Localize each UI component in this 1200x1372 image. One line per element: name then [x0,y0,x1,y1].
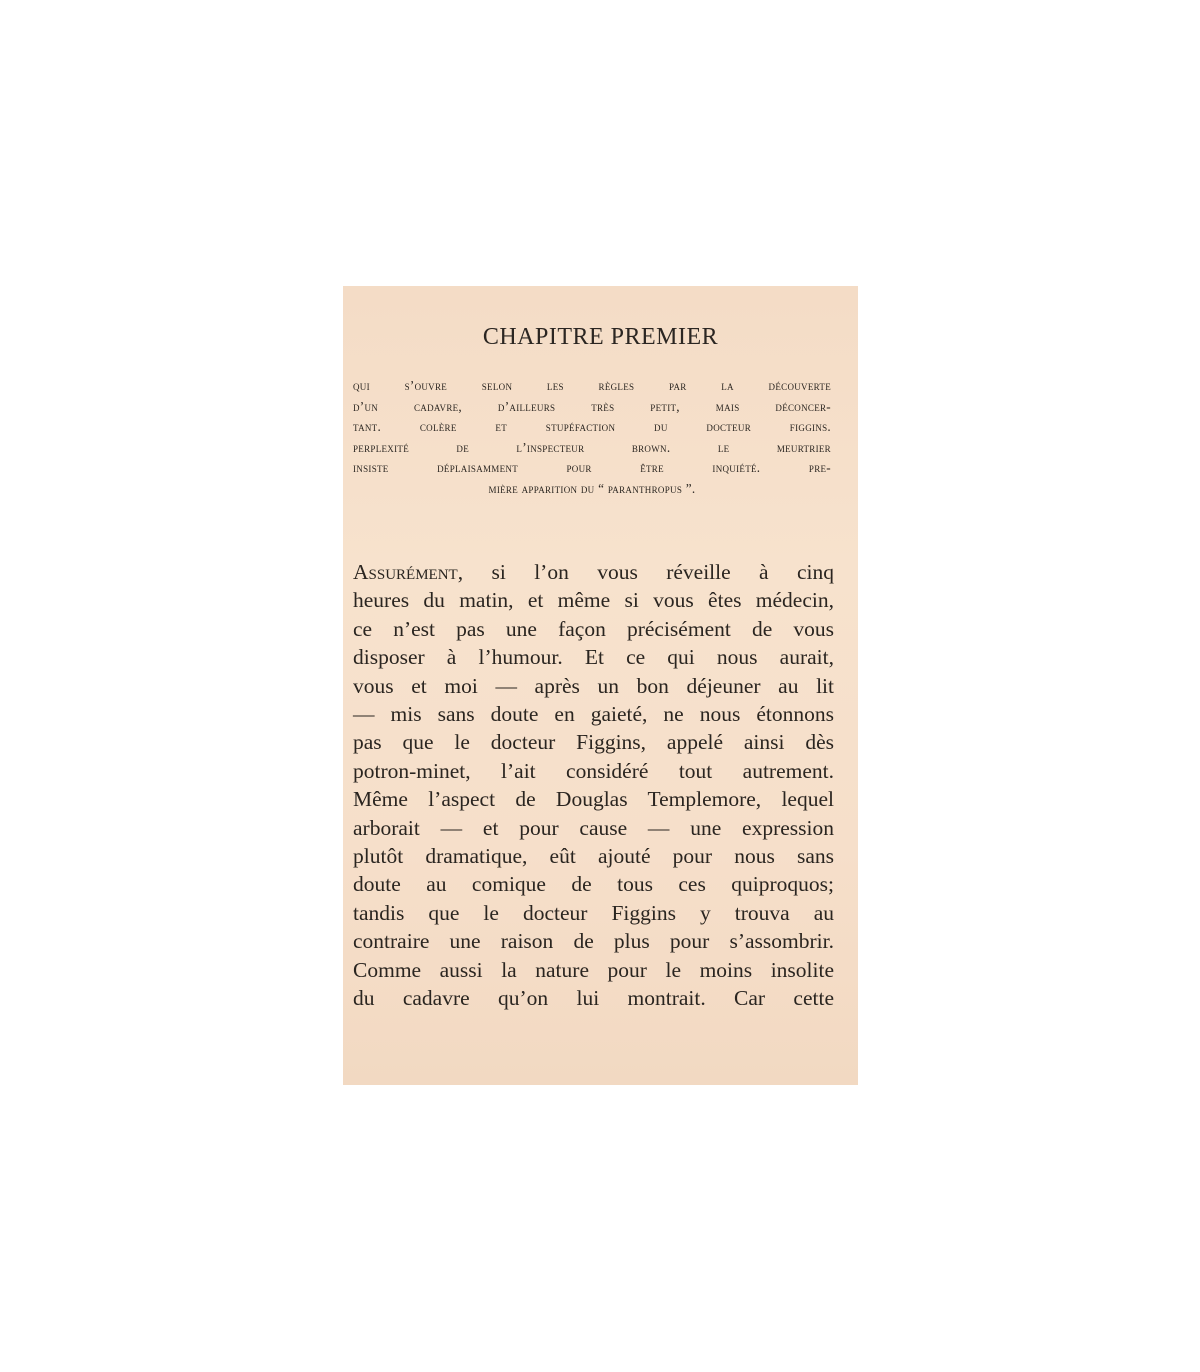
chapter-title: CHAPITRE PREMIER [482,324,719,350]
body-line: Comme aussi la nature pour le moins insolite [353,957,834,982]
body-line: disposer à l’humour. Et ce qui nous aurait, [353,645,834,670]
summary-line: insiste déplaisamment pour être inquiété. pre- [353,460,831,475]
summary-line: perplexité de l’inspecteur brown. le meurtrier [353,439,831,455]
body-line: tandis que le docteur Figgins y trouva au [353,900,834,925]
body-line: heures du matin, et même si vous êtes médecin, [353,588,834,613]
chapter-summary [353,376,831,499]
summary-line: mière apparition du “ paranthropus ”. [488,480,696,496]
body-line: contraire une raison de plus pour s’assombrir. [353,929,834,954]
body-paragraph [353,558,834,1013]
first-line-rest: , si l’on vous réveille à cinq [457,560,834,584]
body-line: vous et moi — après un bon déjeuner au lit [353,673,834,698]
body-line-first [353,558,834,586]
summary-line: d’un cadavre, d’ailleurs très petit, mais déconcer- [353,398,831,414]
body-line: pas que le docteur Figgins, appelé ainsi dès [353,730,834,755]
drop-word: Assurément [353,560,458,584]
summary-line: qui s’ouvre selon les règles par la découverte [353,378,831,393]
body-line: — mis sans doute en gaieté, ne nous étonnons [353,702,834,727]
body-line: doute au comique de tous ces quiproquos; [353,872,834,897]
body-line: potron-minet, l’ait considéré tout autrement. [353,758,834,783]
body-line: arborait — et pour cause — une expression [353,815,834,840]
body-line: Même l’aspect de Douglas Templemore, lequel [353,787,834,812]
body-line: plutôt dramatique, eût ajouté pour nous sans [353,844,834,869]
summary-line: tant. colère et stupéfaction du docteur figgins. [353,419,831,434]
body-line: ce n’est pas une façon précisément de vous [353,616,834,641]
book-page [343,286,858,1085]
body-line: du cadavre qu’on lui montrait. Car cette [353,986,834,1011]
